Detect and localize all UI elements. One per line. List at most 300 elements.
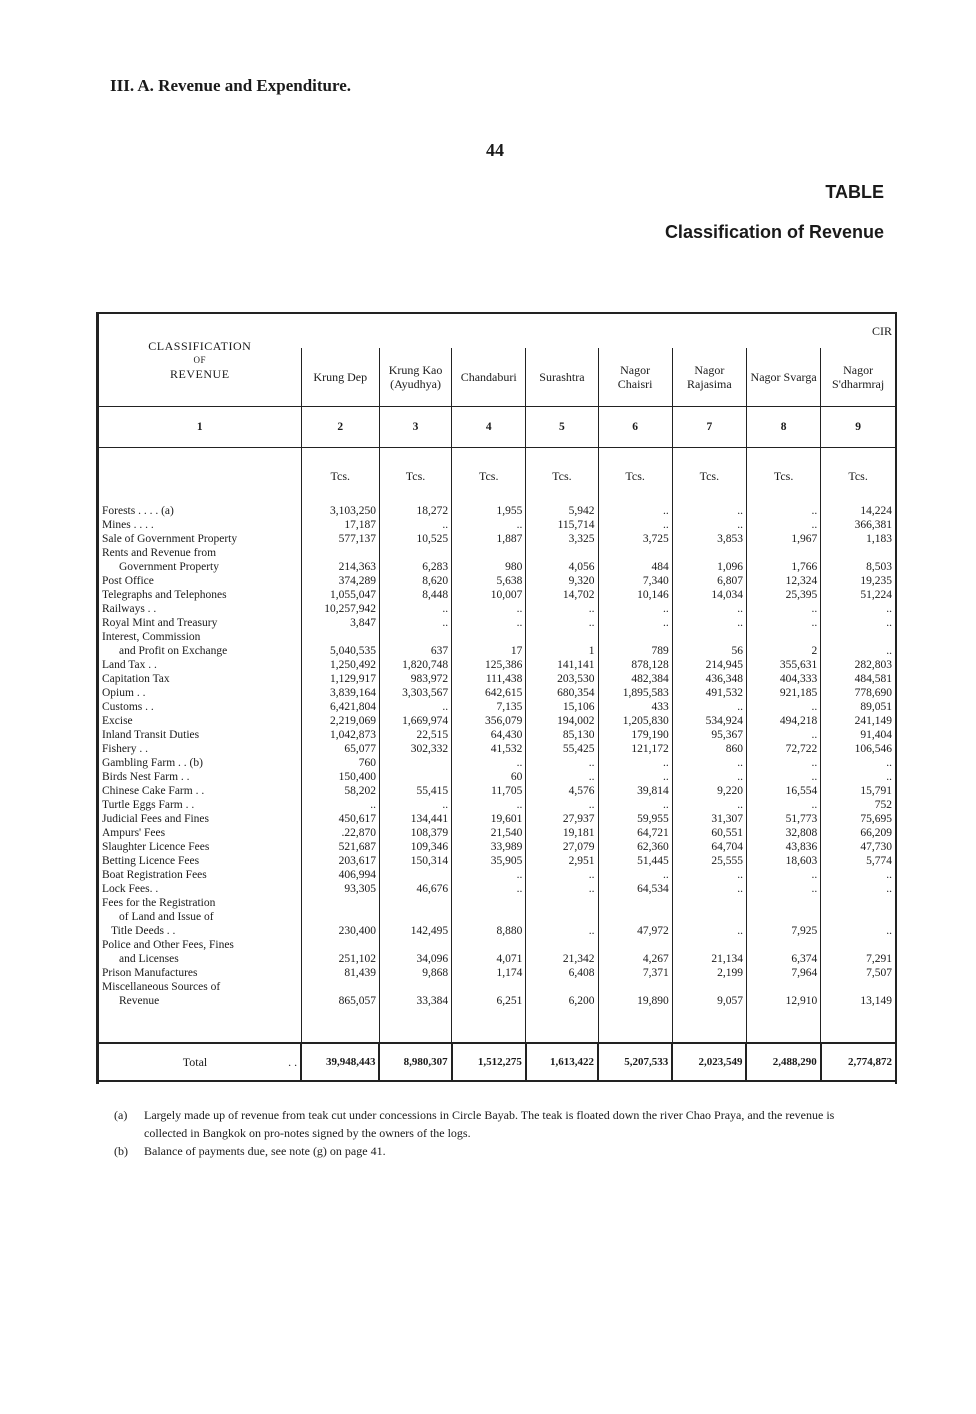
- table-cell: ..: [746, 868, 820, 882]
- table-cell: 1,967: [746, 532, 820, 546]
- table-cell: 134,441: [379, 812, 451, 826]
- unit-label: Tcs.: [301, 448, 379, 505]
- footnote-text: Largely made up of revenue from teak cut under concessions in Circle Bayab. The teak is floated down the river Chao Praya, and the revenue is collected in Bangkok on pro-notes signed by the owners of the logs.: [144, 1108, 835, 1140]
- table-cell: 680,354: [526, 686, 598, 700]
- table-cell: ..: [821, 756, 895, 770]
- row-label: Telegraphs and Telephones: [102, 589, 227, 601]
- table-cell: 43,836: [746, 840, 820, 854]
- table-cell: 3,853: [672, 532, 746, 546]
- table-row: [99, 714, 895, 728]
- table-cell: 21,342: [526, 952, 598, 966]
- table-cell: [526, 910, 598, 924]
- table-cell: 33,989: [452, 840, 526, 854]
- table-cell: [301, 938, 379, 952]
- table-cell: 7,291: [821, 952, 895, 966]
- table-cell: 10,525: [379, 532, 451, 546]
- column-number: 2: [301, 407, 379, 448]
- table-row: [99, 868, 895, 882]
- column-header: Nagor Chaisri: [598, 348, 672, 407]
- table-cell: ..: [672, 700, 746, 714]
- table-cell: 60: [452, 770, 526, 784]
- row-label: Interest, Commission: [102, 631, 201, 643]
- table-cell: 1,055,047: [301, 588, 379, 602]
- table-cell: [452, 980, 526, 994]
- table-cell: ..: [452, 616, 526, 630]
- table-cell: 65,077: [301, 742, 379, 756]
- table-cell: 14,702: [526, 588, 598, 602]
- table-cell: 11,705: [452, 784, 526, 798]
- table-cell: 1,766: [746, 560, 820, 574]
- table-cell: 1,096: [672, 560, 746, 574]
- row-label: Fees for the Registration: [102, 897, 216, 909]
- table-cell: 13,149: [821, 994, 895, 1008]
- total-cell: 39,948,443: [301, 1043, 379, 1081]
- table-row: [99, 756, 895, 770]
- table-row: [99, 686, 895, 700]
- table-cell: [598, 980, 672, 994]
- table-row: [99, 924, 895, 938]
- page-number: 44: [486, 140, 504, 160]
- table-cell: 494,218: [746, 714, 820, 728]
- table-cell: 15,106: [526, 700, 598, 714]
- total-cell: 5,207,533: [598, 1043, 672, 1081]
- table-cell: 64,534: [598, 882, 672, 896]
- column-header: Surashtra: [526, 348, 598, 407]
- table-cell: 59,955: [598, 812, 672, 826]
- table-cell: [526, 546, 598, 560]
- table-cell: ..: [598, 770, 672, 784]
- table-cell: [379, 910, 451, 924]
- table-row: [99, 658, 895, 672]
- table-cell: [598, 896, 672, 910]
- table-cell: 5,040,535: [301, 644, 379, 658]
- table-cell: ..: [821, 644, 895, 658]
- table-cell: 8,503: [821, 560, 895, 574]
- table-cell: 141,141: [526, 658, 598, 672]
- table-cell: 491,532: [672, 686, 746, 700]
- table-cell: ..: [672, 504, 746, 518]
- table-cell: ..: [526, 616, 598, 630]
- classification-header: [99, 313, 301, 407]
- row-label: Judicial Fees and Fines: [102, 813, 209, 825]
- spacer-cell: [301, 1008, 379, 1043]
- table-cell: 62,360: [598, 840, 672, 854]
- table-cell: 1,129,917: [301, 672, 379, 686]
- table-cell: 22,515: [379, 728, 451, 742]
- revenue-table-frame: [96, 312, 897, 1084]
- unit-label: Tcs.: [452, 448, 526, 505]
- column-number: 6: [598, 407, 672, 448]
- table-cell: ..: [746, 518, 820, 532]
- table-cell: 6,374: [746, 952, 820, 966]
- table-cell: [452, 910, 526, 924]
- table-cell: ..: [746, 770, 820, 784]
- column-header: Krung Kao (Ayudhya): [379, 348, 451, 407]
- column-number: 9: [821, 407, 895, 448]
- table-cell: 3,325: [526, 532, 598, 546]
- row-label: Gambling Farm . . (b): [102, 757, 203, 769]
- spacer-cell: [379, 1008, 451, 1043]
- table-cell: ..: [672, 868, 746, 882]
- table-cell: 58,202: [301, 784, 379, 798]
- spacer-row: [99, 1008, 895, 1043]
- table-cell: 521,687: [301, 840, 379, 854]
- table-cell: ..: [452, 518, 526, 532]
- table-cell: ..: [526, 602, 598, 616]
- table-cell: ..: [746, 728, 820, 742]
- row-label: and Licenses: [119, 953, 179, 965]
- table-cell: 1,955: [452, 504, 526, 518]
- unit-label: Tcs.: [672, 448, 746, 505]
- column-header: Nagor S'dharmraj: [821, 348, 895, 407]
- table-cell: ..: [672, 756, 746, 770]
- table-cell: 27,079: [526, 840, 598, 854]
- row-label: Railways . .: [102, 603, 157, 615]
- row-label: Customs . .: [102, 701, 154, 713]
- table-cell: ..: [598, 756, 672, 770]
- table-cell: 34,096: [379, 952, 451, 966]
- table-cell: 4,056: [526, 560, 598, 574]
- table-cell: ..: [452, 882, 526, 896]
- table-cell: 19,601: [452, 812, 526, 826]
- table-cell: 19,890: [598, 994, 672, 1008]
- table-cell: ..: [452, 798, 526, 812]
- table-cell: ..: [821, 602, 895, 616]
- table-row: [99, 966, 895, 980]
- table-cell: 7,371: [598, 966, 672, 980]
- table-cell: .22,870: [301, 826, 379, 840]
- table-cell: 251,102: [301, 952, 379, 966]
- table-cell: [746, 910, 820, 924]
- table-cell: ..: [746, 882, 820, 896]
- unit-label: Tcs.: [379, 448, 451, 505]
- table-row: [99, 644, 895, 658]
- table-cell: ..: [746, 700, 820, 714]
- table-cell: 10,146: [598, 588, 672, 602]
- unit-row: [99, 448, 895, 505]
- row-label: Police and Other Fees, Fines: [102, 939, 234, 951]
- table-cell: 6,421,804: [301, 700, 379, 714]
- row-label: Ampurs' Fees: [102, 827, 166, 839]
- table-cell: 21,134: [672, 952, 746, 966]
- table-cell: 4,267: [598, 952, 672, 966]
- table-cell: [526, 630, 598, 644]
- table-cell: 4,071: [452, 952, 526, 966]
- table-cell: 637: [379, 644, 451, 658]
- table-row: [99, 994, 895, 1008]
- spacer-cell: [746, 1008, 820, 1043]
- total-cell: 1,512,275: [452, 1043, 526, 1081]
- row-label: Prison Manufactures: [102, 967, 198, 979]
- total-label: [99, 1043, 301, 1081]
- table-cell: [672, 910, 746, 924]
- table-row: [99, 798, 895, 812]
- table-cell: 1,042,873: [301, 728, 379, 742]
- column-header: Krung Dep: [301, 348, 379, 407]
- group-header: CIR: [301, 313, 895, 348]
- table-cell: 577,137: [301, 532, 379, 546]
- table-cell: [301, 980, 379, 994]
- table-cell: ..: [672, 616, 746, 630]
- row-label: Lock Fees. .: [102, 883, 159, 895]
- table-cell: 7,964: [746, 966, 820, 980]
- table-cell: 282,803: [821, 658, 895, 672]
- table-cell: [821, 896, 895, 910]
- table-cell: 2,219,069: [301, 714, 379, 728]
- table-cell: 72,722: [746, 742, 820, 756]
- table-cell: 12,910: [746, 994, 820, 1008]
- table-cell: 6,807: [672, 574, 746, 588]
- row-label: Revenue: [119, 995, 160, 1007]
- row-label: Betting Licence Fees: [102, 855, 200, 867]
- table-cell: [821, 546, 895, 560]
- table-cell: ..: [379, 798, 451, 812]
- row-label: of Land and Issue of: [119, 911, 214, 923]
- row-label: Post Office: [102, 575, 154, 587]
- row-label: Title Deeds . .: [111, 925, 176, 937]
- table-cell: ..: [598, 602, 672, 616]
- table-cell: [598, 910, 672, 924]
- table-cell: 1,183: [821, 532, 895, 546]
- table-cell: [821, 630, 895, 644]
- table-cell: [598, 630, 672, 644]
- table-cell: ..: [746, 602, 820, 616]
- table-cell: 91,404: [821, 728, 895, 742]
- table-cell: 1,205,830: [598, 714, 672, 728]
- table-row: [99, 574, 895, 588]
- table-cell: 214,945: [672, 658, 746, 672]
- table-cell: [821, 980, 895, 994]
- table-row: [99, 518, 895, 532]
- table-cell: [672, 980, 746, 994]
- table-cell: 6,408: [526, 966, 598, 980]
- table-row: [99, 532, 895, 546]
- table-cell: 8,620: [379, 574, 451, 588]
- row-label: Land Tax . .: [102, 659, 157, 671]
- table-cell: 778,690: [821, 686, 895, 700]
- unit-label: Tcs.: [526, 448, 598, 505]
- row-label: Fishery . .: [102, 743, 148, 755]
- table-cell: [379, 756, 451, 770]
- table-cell: 1: [526, 644, 598, 658]
- table-cell: 51,773: [746, 812, 820, 826]
- total-cell: 8,980,307: [379, 1043, 451, 1081]
- spacer-cell: [821, 1008, 895, 1043]
- total-cell: 1,613,422: [526, 1043, 598, 1081]
- table-cell: [301, 896, 379, 910]
- table-cell: 3,103,250: [301, 504, 379, 518]
- table-cell: 2: [746, 644, 820, 658]
- table-cell: 484: [598, 560, 672, 574]
- table-cell: [672, 938, 746, 952]
- row-label: Birds Nest Farm . .: [102, 771, 190, 783]
- table-cell: 64,704: [672, 840, 746, 854]
- table-row: [99, 588, 895, 602]
- table-cell: 9,868: [379, 966, 451, 980]
- table-cell: ..: [672, 602, 746, 616]
- table-cell: 55,415: [379, 784, 451, 798]
- table-row: [99, 784, 895, 798]
- table-cell: ..: [821, 882, 895, 896]
- table-cell: 241,149: [821, 714, 895, 728]
- table-row: [99, 826, 895, 840]
- table-row: [99, 854, 895, 868]
- table-cell: 7,507: [821, 966, 895, 980]
- column-number: 4: [452, 407, 526, 448]
- table-cell: [746, 630, 820, 644]
- table-cell: ..: [301, 798, 379, 812]
- table-cell: ..: [821, 770, 895, 784]
- row-label: Rents and Revenue from: [102, 547, 217, 559]
- unit-row-blank: [99, 448, 301, 505]
- table-cell: [301, 910, 379, 924]
- table-cell: ..: [379, 602, 451, 616]
- table-header-row: [99, 313, 895, 348]
- table-cell: 865,057: [301, 994, 379, 1008]
- table-cell: 19,235: [821, 574, 895, 588]
- footnotes: [114, 1106, 874, 1160]
- table-cell: 150,314: [379, 854, 451, 868]
- table-cell: 17,187: [301, 518, 379, 532]
- unit-label: Tcs.: [598, 448, 672, 505]
- table-cell: 111,438: [452, 672, 526, 686]
- table-cell: 6,200: [526, 994, 598, 1008]
- table-cell: 21,540: [452, 826, 526, 840]
- table-cell: 18,272: [379, 504, 451, 518]
- table-cell: [746, 896, 820, 910]
- table-cell: 860: [672, 742, 746, 756]
- table-cell: 115,714: [526, 518, 598, 532]
- table-cell: 81,439: [301, 966, 379, 980]
- table-cell: 9,320: [526, 574, 598, 588]
- table-cell: [672, 630, 746, 644]
- spacer-cell: [672, 1008, 746, 1043]
- table-row: [99, 504, 895, 518]
- table-cell: [379, 630, 451, 644]
- footnote: [114, 1106, 874, 1142]
- table-cell: 64,430: [452, 728, 526, 742]
- spacer-cell: [99, 1008, 301, 1043]
- table-cell: 10,257,942: [301, 602, 379, 616]
- table-cell: ..: [598, 518, 672, 532]
- table-cell: 19,181: [526, 826, 598, 840]
- table-cell: ..: [821, 616, 895, 630]
- table-cell: ..: [746, 504, 820, 518]
- table-label: TABLE: [825, 182, 884, 202]
- table-cell: 179,190: [598, 728, 672, 742]
- table-cell: ..: [379, 700, 451, 714]
- column-header: Chandaburi: [452, 348, 526, 407]
- table-cell: 355,631: [746, 658, 820, 672]
- table-cell: 878,128: [598, 658, 672, 672]
- table-cell: 18,603: [746, 854, 820, 868]
- table-cell: 1,895,583: [598, 686, 672, 700]
- revenue-table: [99, 312, 895, 1082]
- row-label: Turtle Eggs Farm . .: [102, 799, 195, 811]
- spacer-cell: [526, 1008, 598, 1043]
- table-cell: 3,847: [301, 616, 379, 630]
- row-label: and Profit on Exchange: [119, 645, 228, 657]
- table-row: [99, 840, 895, 854]
- table-cell: 89,051: [821, 700, 895, 714]
- total-label-text: Total: [182, 1055, 208, 1069]
- row-label: Boat Registration Fees: [102, 869, 207, 881]
- table-row: [99, 812, 895, 826]
- table-cell: 150,400: [301, 770, 379, 784]
- row-label: Capitation Tax: [102, 673, 170, 685]
- table-cell: 484,581: [821, 672, 895, 686]
- row-label: Chinese Cake Farm . .: [102, 785, 205, 797]
- table-cell: 46,676: [379, 882, 451, 896]
- table-cell: 27,937: [526, 812, 598, 826]
- table-cell: [526, 896, 598, 910]
- table-cell: [452, 896, 526, 910]
- table-cell: 14,034: [672, 588, 746, 602]
- table-cell: [301, 546, 379, 560]
- table-cell: ..: [526, 882, 598, 896]
- table-cell: 9,057: [672, 994, 746, 1008]
- table-cell: 47,972: [598, 924, 672, 938]
- table-cell: 33,384: [379, 994, 451, 1008]
- table-cell: 31,307: [672, 812, 746, 826]
- table-cell: 482,384: [598, 672, 672, 686]
- table-cell: 406,994: [301, 868, 379, 882]
- table-cell: 302,332: [379, 742, 451, 756]
- table-cell: ..: [746, 756, 820, 770]
- table-cell: 35,905: [452, 854, 526, 868]
- table-cell: 16,554: [746, 784, 820, 798]
- table-row: [99, 546, 895, 560]
- table-cell: 404,333: [746, 672, 820, 686]
- table-cell: [379, 896, 451, 910]
- table-cell: 983,972: [379, 672, 451, 686]
- footnote-mark: (b): [114, 1144, 128, 1158]
- row-label: Mines . . . .: [102, 519, 154, 531]
- table-cell: 214,363: [301, 560, 379, 574]
- table-row: [99, 952, 895, 966]
- table-cell: 3,725: [598, 532, 672, 546]
- total-cell: 2,023,549: [672, 1043, 746, 1081]
- table-cell: 3,303,567: [379, 686, 451, 700]
- table-cell: 142,495: [379, 924, 451, 938]
- column-number-row: [99, 407, 895, 448]
- table-cell: 203,617: [301, 854, 379, 868]
- table-cell: ..: [379, 518, 451, 532]
- table-cell: 39,814: [598, 784, 672, 798]
- table-cell: 10,007: [452, 588, 526, 602]
- table-cell: 8,880: [452, 924, 526, 938]
- table-cell: ..: [379, 616, 451, 630]
- table-cell: 6,251: [452, 994, 526, 1008]
- table-cell: 450,617: [301, 812, 379, 826]
- table-cell: 25,555: [672, 854, 746, 868]
- footnote-mark: (a): [114, 1108, 128, 1122]
- spacer-cell: [598, 1008, 672, 1043]
- table-cell: ..: [452, 868, 526, 882]
- total-cell: 2,774,872: [821, 1043, 895, 1081]
- table-cell: 51,224: [821, 588, 895, 602]
- column-number: 1: [99, 407, 301, 448]
- table-cell: ..: [598, 504, 672, 518]
- table-cell: 921,185: [746, 686, 820, 700]
- table-cell: 534,924: [672, 714, 746, 728]
- table-cell: 642,615: [452, 686, 526, 700]
- row-label: Excise: [102, 715, 133, 727]
- table-cell: [746, 938, 820, 952]
- table-cell: 75,695: [821, 812, 895, 826]
- table-cell: 64,721: [598, 826, 672, 840]
- table-row: [99, 882, 895, 896]
